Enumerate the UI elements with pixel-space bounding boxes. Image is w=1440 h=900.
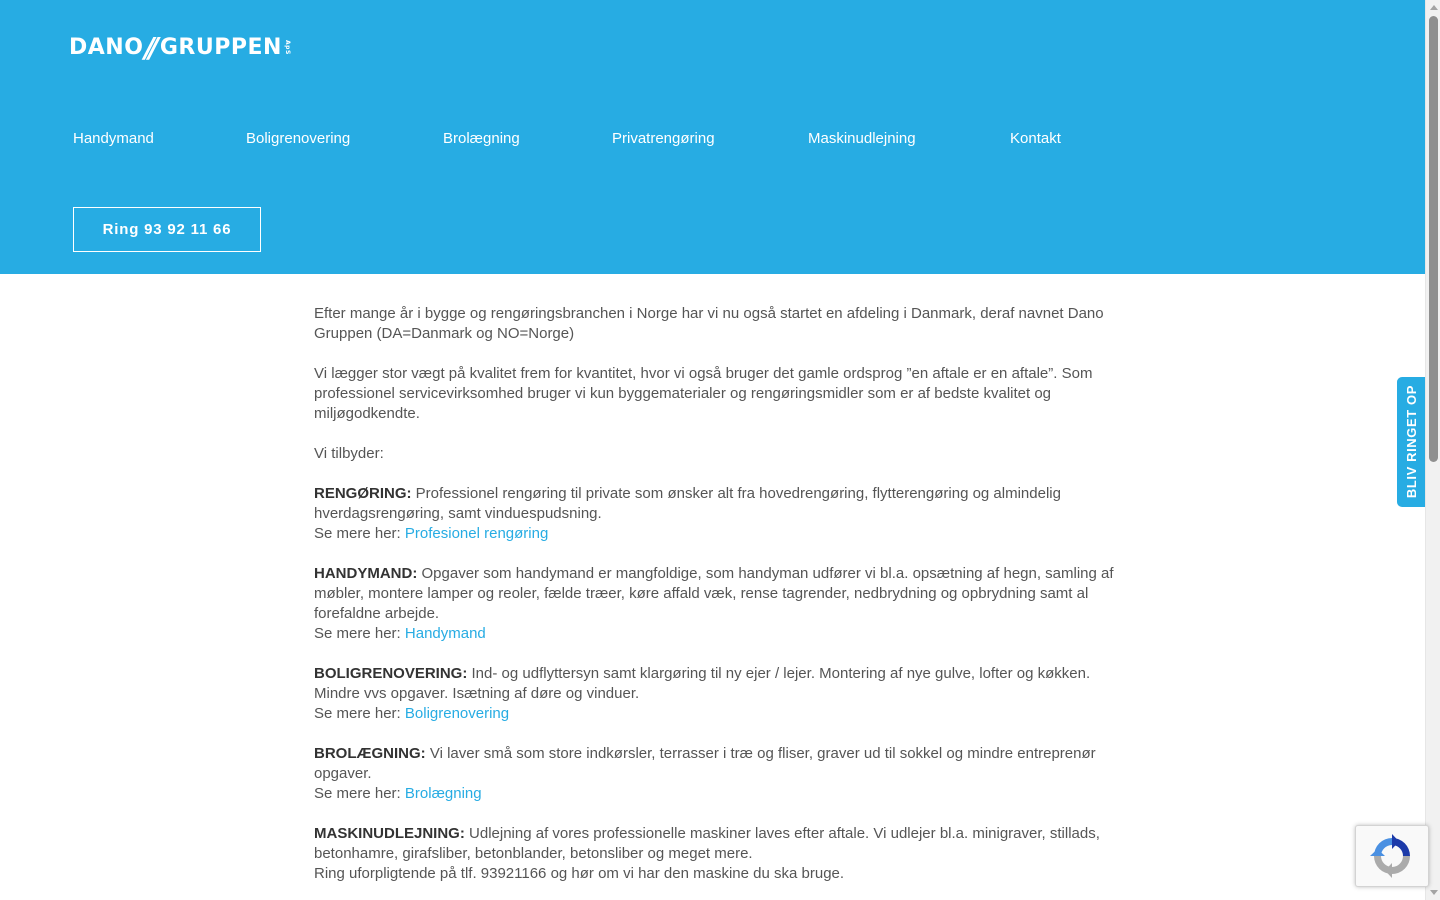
section-title: MASKINUDLEJNING: <box>314 825 465 842</box>
quality-paragraph: Vi lægger stor vægt på kvalitet frem for kvantitet, hvor vi også bruger det gamle ordsprog ”en aftale er en aftale”. Som professionel servicevirksomhed bruger vi kun byggematerialer og rengøringsmidler som er af bedste kvalitet og miljøgodkendte. <box>314 365 1093 422</box>
nav-item-privatrengoring[interactable]: Privatrengøring <box>612 130 715 147</box>
see-more-label: Se mere her: <box>314 525 401 542</box>
see-more-label: Se mere her: <box>314 625 401 642</box>
section-brolaegning <box>314 744 1119 804</box>
logo-right-text: GRUPPEN <box>159 34 282 60</box>
recaptcha-badge[interactable] <box>1355 825 1429 887</box>
section-boligrenovering <box>314 664 1119 724</box>
recaptcha-icon <box>1369 833 1415 879</box>
section-handymand <box>314 564 1119 644</box>
see-more-label: Se mere her: <box>314 705 401 722</box>
site-header <box>0 0 1425 274</box>
callback-side-tab[interactable] <box>1397 377 1425 507</box>
callback-side-tab-label: BLIV RINGET OP <box>1403 385 1419 499</box>
scrollbar-thumb[interactable] <box>1429 16 1438 462</box>
section-title: HANDYMAND: <box>314 565 418 582</box>
section-rengoring <box>314 484 1119 544</box>
section-text: Udlejning af vores professionelle maskiner laves efter aftale. Vi udlejer bl.a. minigraver, stillads, betonhamre, girafsliber, betonblander, betonsliber og meget mere. <box>314 825 1100 862</box>
main-content <box>314 304 1119 900</box>
section-text: Vi laver små som store indkørsler, terrasser i træ og fliser, graver ud til sokkel og mindre entreprenør opgaver. <box>314 745 1096 782</box>
logo-slashes: // <box>144 30 153 64</box>
call-button[interactable]: Ring 93 92 11 66 <box>73 207 261 252</box>
nav-item-boligrenovering[interactable]: Boligrenovering <box>246 130 351 147</box>
nav-item-kontakt[interactable]: Kontakt <box>1010 130 1061 147</box>
scroll-down-arrow-icon[interactable] <box>1430 890 1438 895</box>
logo-left-text: DANO <box>69 34 144 60</box>
nav-item-maskinudlejning[interactable]: Maskinudlejning <box>808 130 916 147</box>
see-more-label: Se mere her: <box>314 785 401 802</box>
scroll-up-arrow-icon[interactable] <box>1430 5 1438 10</box>
section-text: Professionel rengøring til private som ønsker alt fra hovedrengøring, flytterengøring og almindelig hverdagsrengøring, samt vinduespudsning. <box>314 485 1061 522</box>
offer-heading: Vi tilbyder: <box>314 445 384 462</box>
section-title: BROLÆGNING: <box>314 745 426 762</box>
section-text: Opgaver som handymand er mangfoldige, som handyman udfører vi bl.a. opsætning af hegn, samling af møbler, montere lamper og reoler, fælde træer, køre affald væk, rense tagrender, nedbrydning og opbrydning samt al forefaldne arbejde. <box>314 565 1114 622</box>
logo-suffix: ApS <box>283 39 291 55</box>
logo[interactable] <box>69 31 291 63</box>
nav-item-brolaegning[interactable]: Brolægning <box>443 130 520 147</box>
scrollbar[interactable] <box>1425 0 1440 900</box>
nav-item-handymand[interactable]: Handymand <box>73 130 154 147</box>
link-brolaegning[interactable]: Brolægning <box>404 785 482 802</box>
section-title: RENGØRING: <box>314 485 412 502</box>
intro-paragraph: Efter mange år i bygge og rengøringsbranchen i Norge har vi nu også startet en afdeling i Danmark, deraf navnet Dano Gruppen (DA=Danmark og NO=Norge) <box>314 305 1104 342</box>
link-handymand[interactable]: Handymand <box>404 625 486 642</box>
section-extra-text: Ring uforpligtende på tlf. 93921166 og hør om vi har den maskine du ska bruge. <box>314 865 845 882</box>
section-maskinudlejning <box>314 824 1119 884</box>
link-boligrenovering[interactable]: Boligrenovering <box>404 705 510 722</box>
section-text: Ind- og udflyttersyn samt klargøring til ny ejer / lejer. Montering af nye gulve, lofter og køkken. Mindre vvs opgaver. Isætning af døre og vinduer. <box>314 665 1091 702</box>
section-title: BOLIGRENOVERING: <box>314 665 468 682</box>
link-rengoring[interactable]: Profesionel rengøring <box>404 525 549 542</box>
